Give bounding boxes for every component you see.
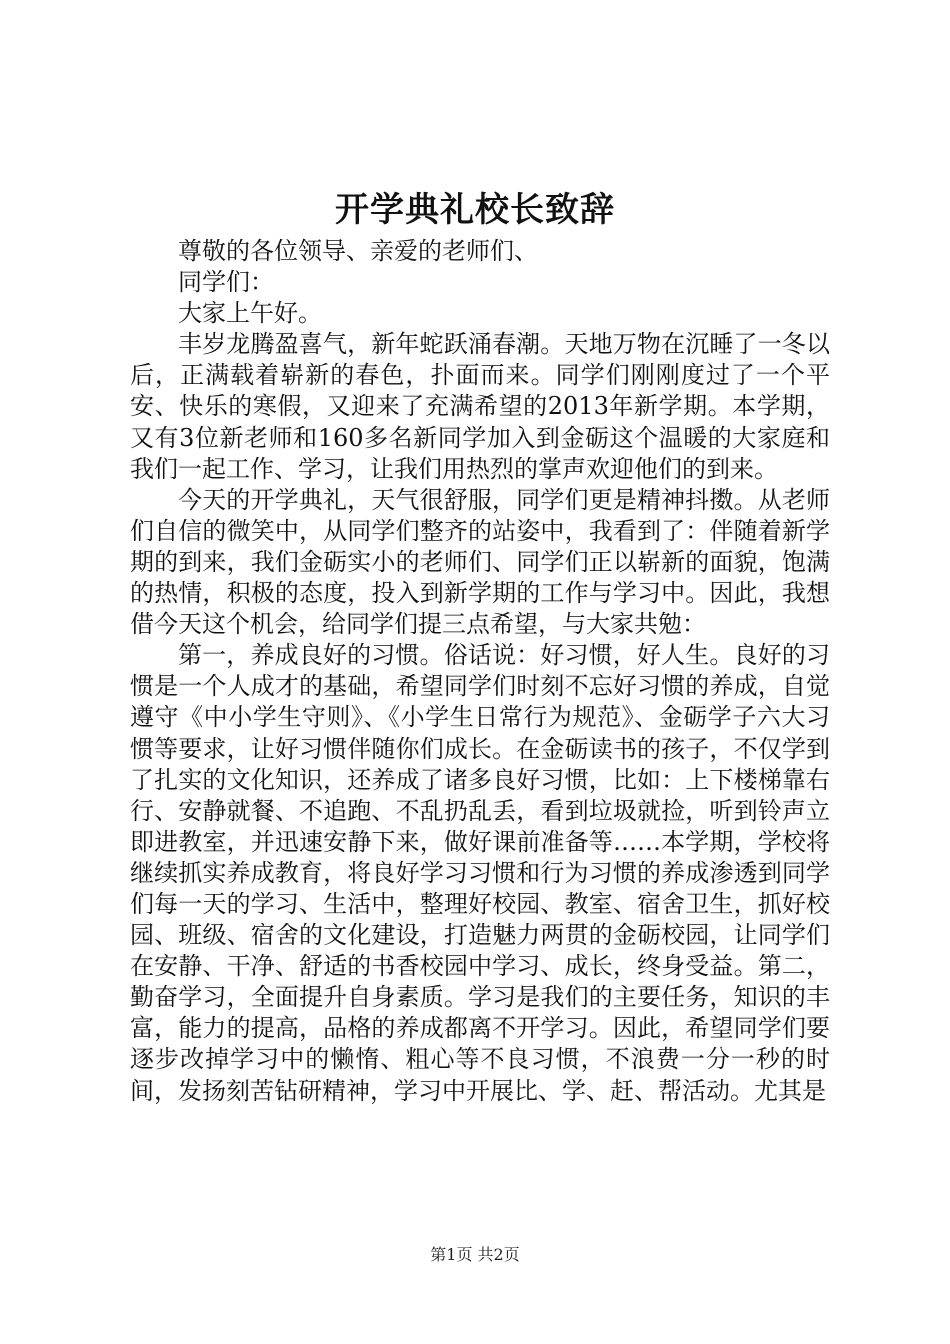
greeting-line: 大家上午好。 [178, 299, 322, 328]
document-title: 开学典礼校长致辞 [335, 190, 615, 230]
salutation-line-1: 尊敬的各位领导、亲爱的老师们、 [178, 237, 538, 265]
salutation-line-2: 同学们： [178, 268, 274, 297]
paragraph-opening: 丰岁龙腾盈喜气，新年蛇跃涌春潮。天地万物在沉睡了一冬以后，正满载着崭新的春色，扑面而来。同学们刚刚度过了一个平安、快乐的寒假，又迎来了充满希望的2013年新学期。本学期，又有3位新老师和160多名新同学加入到金砺这个温暖的大家庭和我们一起工作、学习，让我们用热烈的掌声欢迎他们的到来。 [130, 330, 830, 483]
paragraph-ceremony: 今天的开学典礼，天气很舒服，同学们更是精神抖擞。从老师们自信的微笑中，从同学们整齐的站姿中，我看到了：伴随着新学期的到来，我们金砺实小的老师们、同学们正以崭新的面貌，饱满的热情，积极的态度，投入到新学期的工作与学习中。因此，我想借今天这个机会，给同学们提三点希望，与大家共勉： [130, 485, 830, 639]
page-footer: 第1页 共2页 [430, 1245, 520, 1264]
paragraph-habits: 第一，养成良好的习惯。俗话说：好习惯，好人生。良好的习惯是一个人成才的基础，希望同学们时刻不忘好习惯的养成，自觉遵守《中小学生守则》、《小学生日常行为规范》、金砺学子六大习惯等要求，让好习惯伴随你们成长。在金砺读书的孩子，不仅学到了扎实的文化知识，还养成了诸多良好习惯，比如：上下楼梯靠右行、安静就餐、不追跑、不乱扔乱丢，看到垃圾就捡，听到铃声立即进教室，并迅速安静下来，做好课前准备等……本学期，学校将继续抓实养成教育，将良好学习习惯和行为习惯的养成渗透到同学们每一天的学习、生活中，整理好校园、教室、宿舍卫生，抓好校园、班级、宿舍的文化建设，打造魅力两贯的金砺校园，让同学们在安静、干净、舒适的书香校园中学习、成长，终身受益。第二，勤奋学习，全面提升自身素质。学习是我们的主要任务，知识的丰富，能力的提高，品格的养成都离不开学习。因此，希望同学们要逐步改掉学习中的懒惰、粗心等不良习惯，不浪费一分一秒的时间，发扬刻苦钻研精神，学习中开展比、学、赶、帮活动。尤其是 [130, 641, 830, 1105]
document-body [130, 236, 830, 1107]
